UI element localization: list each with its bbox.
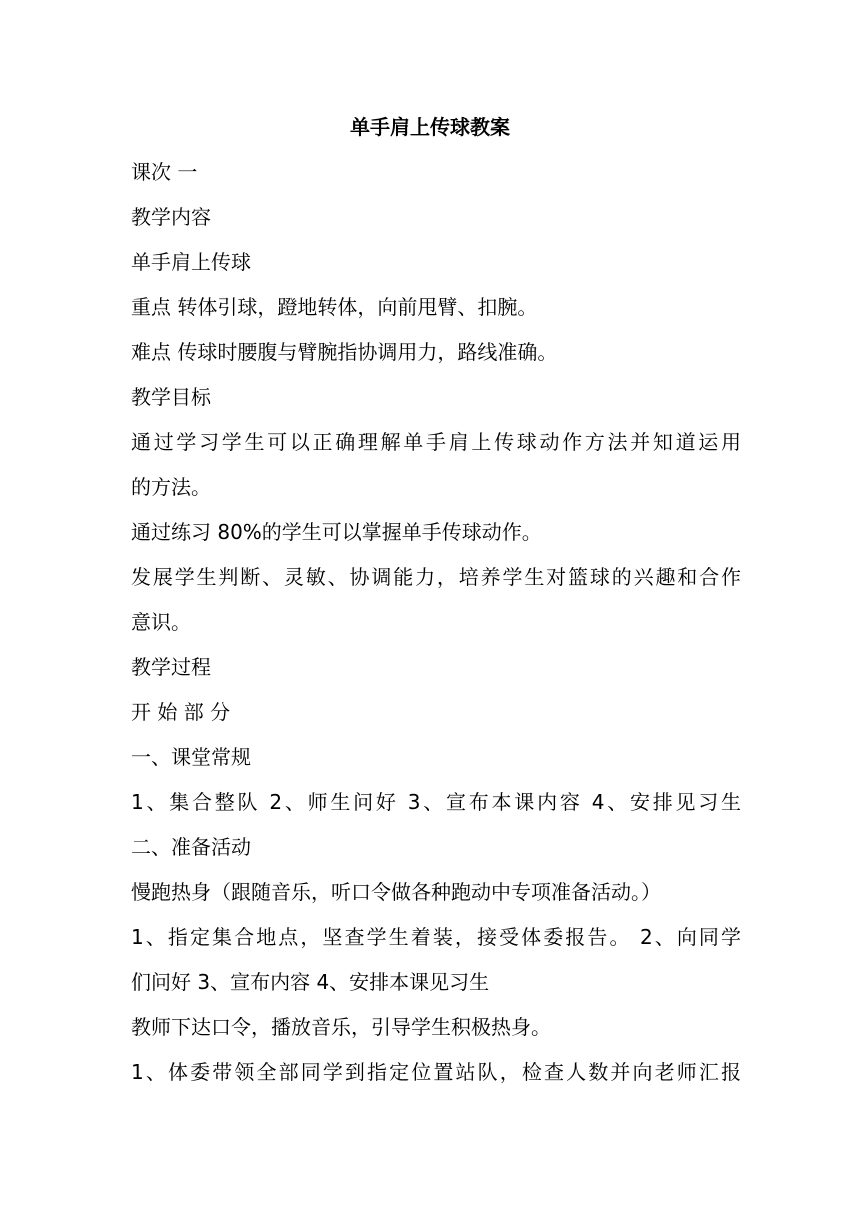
text-line-objective-3: 发展学生判断、灵敏、协调能力，培养学生对篮球的兴趣和合作: [131, 565, 741, 589]
text-line-teacher-steps-cont: 们问好 3、宣布内容 4、安排本课见习生: [131, 970, 490, 994]
text-line-teaching-content-heading: 教学内容: [131, 205, 211, 229]
text-line-teacher-command: 教师下达口令，播放音乐，引导学生积极热身。: [131, 1015, 551, 1039]
text-line-key-point: 重点 转体引球，蹬地转体，向前甩臂、扣腕。: [131, 295, 538, 319]
text-line-objective-3-cont: 意识。: [131, 610, 191, 634]
text-line-start-section: 开 始 部 分: [131, 700, 231, 724]
document-title: 单手肩上传球教案: [350, 115, 510, 139]
text-line-routine-steps: 1、集合整队 2、师生问好 3、宣布本课内容 4、安排见习生: [131, 790, 741, 814]
text-line-warmup: 慢跑热身（跟随音乐，听口令做各种跑动中专项准备活动。）: [131, 880, 661, 904]
text-line-difficulty: 难点 传球时腰腹与臂腕指协调用力，路线准确。: [131, 340, 558, 364]
text-line-process-heading: 教学过程: [131, 655, 211, 679]
text-line-warmup-heading: 二、准备活动: [131, 835, 251, 859]
text-line-lesson-number: 课次 一: [131, 160, 198, 184]
text-line-student-steps: 1、体委带领全部同学到指定位置站队，检查人数并向老师汇报: [131, 1060, 741, 1084]
text-line-teacher-steps: 1、指定集合地点，坚查学生着装，接受体委报告。 2、向同学: [131, 925, 741, 949]
text-line-teaching-content: 单手肩上传球: [131, 250, 251, 274]
text-line-objective-1: 通过学习学生可以正确理解单手肩上传球动作方法并知道运用: [131, 430, 741, 454]
text-line-objectives-heading: 教学目标: [131, 385, 211, 409]
text-line-objective-1-cont: 的方法。: [131, 475, 211, 499]
text-line-objective-2: 通过练习 80%的学生可以掌握单手传球动作。: [131, 520, 542, 544]
text-line-classroom-routine: 一、课堂常规: [131, 745, 251, 769]
